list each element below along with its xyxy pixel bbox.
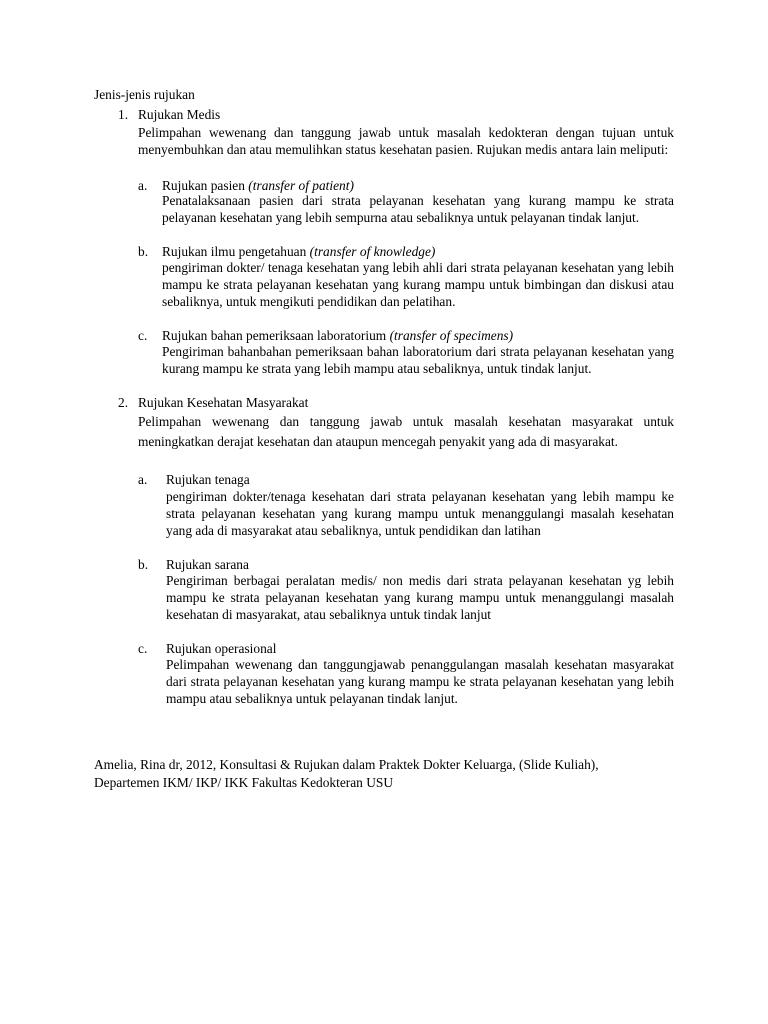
section-number: 2. <box>118 395 129 410</box>
item-title-italic: (transfer of knowledge) <box>309 244 436 259</box>
section-description: Pelimpahan wewenang dan tanggung jawab untuk masalah kedokteran dengan tujuan untuk menyembuhkan dan atau memulihkan status kesehatan pasien. Rujukan medis antara lain meliputi: <box>138 125 674 157</box>
item-title-text: Rujukan tenaga <box>166 472 250 487</box>
item-text: Pelimpahan wewenang dan tanggungjawab penanggulangan masalah kesehatan masyarakat dari strata pelayanan kesehatan yang kurang mampu ke strata pelayanan kesehatan yang lebih mampu atau sebaliknya untuk pelayanan tindak lanjut. <box>166 657 674 706</box>
item-title-italic: (transfer of patient) <box>248 178 354 193</box>
item-letter: b. <box>138 244 149 259</box>
item-title-rujukan-tenaga <box>138 471 250 488</box>
item-title-text: Rujukan bahan pemeriksaan laboratorium <box>162 328 387 343</box>
section-title-rujukan-kesmas <box>118 394 308 411</box>
reference-citation: Amelia, Rina dr, 2012, Konsultasi & Rujukan dalam Praktek Dokter Keluarga, (Slide Kuliah), Departemen IKM/ IKP/ IKK Fakultas Kedokteran USU <box>94 757 599 790</box>
section-title-text: Rujukan Kesehatan Masyarakat <box>138 395 309 410</box>
item-text: pengiriman dokter/tenaga kesehatan dari strata pelayanan kesehatan yang lebih mampu ke strata pelayanan kesehatan yang kurang mampu untuk menanggulangi masalah kesehatan yang ada di masyarakat atau sebaliknya, untuk pendidikan dan latihan <box>166 489 674 538</box>
section-title-rujukan-medis <box>118 106 220 123</box>
section-title-text: Rujukan Medis <box>138 107 221 122</box>
item-title-rujukan-pasien <box>138 177 354 194</box>
item-title-text: Rujukan pasien <box>162 178 245 193</box>
item-title-text: Rujukan operasional <box>166 641 277 656</box>
item-letter: b. <box>138 557 149 572</box>
item-text: Pengiriman berbagai peralatan medis/ non medis dari strata pelayanan kesehatan yg lebih mampu ke strata pelayanan kesehatan yang kurang mampu untuk menanggulangi masalah kesehatan di masyarakat, atau sebaliknya untuk tindak lanjut <box>166 573 674 622</box>
item-title-rujukan-ilmu <box>138 243 435 260</box>
document-heading: Jenis-jenis rujukan <box>94 87 195 102</box>
section-number: 1. <box>118 107 129 122</box>
item-text: Penatalaksanaan pasien dari strata pelayanan kesehatan yang kurang mampu ke strata pelayanan kesehatan yang lebih sempurna atau sebaliknya untuk pelayanan tindak lanjut. <box>162 193 674 225</box>
item-letter: c. <box>138 641 148 656</box>
item-text: Pengiriman bahanbahan pemeriksaan bahan laboratorium dari strata pelayanan kesehatan yang kurang mampu ke strata yang lebih mampu atau sebaliknya, untuk tindak lanjut. <box>162 344 674 376</box>
item-title-text: Rujukan ilmu pengetahuan <box>162 244 307 259</box>
item-title-text: Rujukan sarana <box>166 557 249 572</box>
item-title-rujukan-operasional <box>138 640 276 657</box>
item-letter: a. <box>138 472 148 487</box>
section-description: Pelimpahan wewenang dan tanggung jawab untuk masalah kesehatan masyarakat untuk meningkatkan derajat kesehatan dan ataupun mencegah penyakit yang ada di masyarakat. <box>138 414 674 449</box>
item-letter: a. <box>138 178 148 193</box>
item-letter: c. <box>138 328 148 343</box>
item-text: pengiriman dokter/ tenaga kesehatan yang lebih ahli dari strata pelayanan kesehatan yang lebih mampu ke strata pelayanan kesehatan yang kurang mampu untuk bimbingan dan diskusi atau sebaliknya, untuk mengikuti pendidikan dan pelatihan. <box>162 260 674 309</box>
item-title-rujukan-sarana <box>138 556 249 573</box>
item-title-italic: (transfer of specimens) <box>389 328 514 343</box>
item-title-rujukan-bahan <box>138 327 513 344</box>
